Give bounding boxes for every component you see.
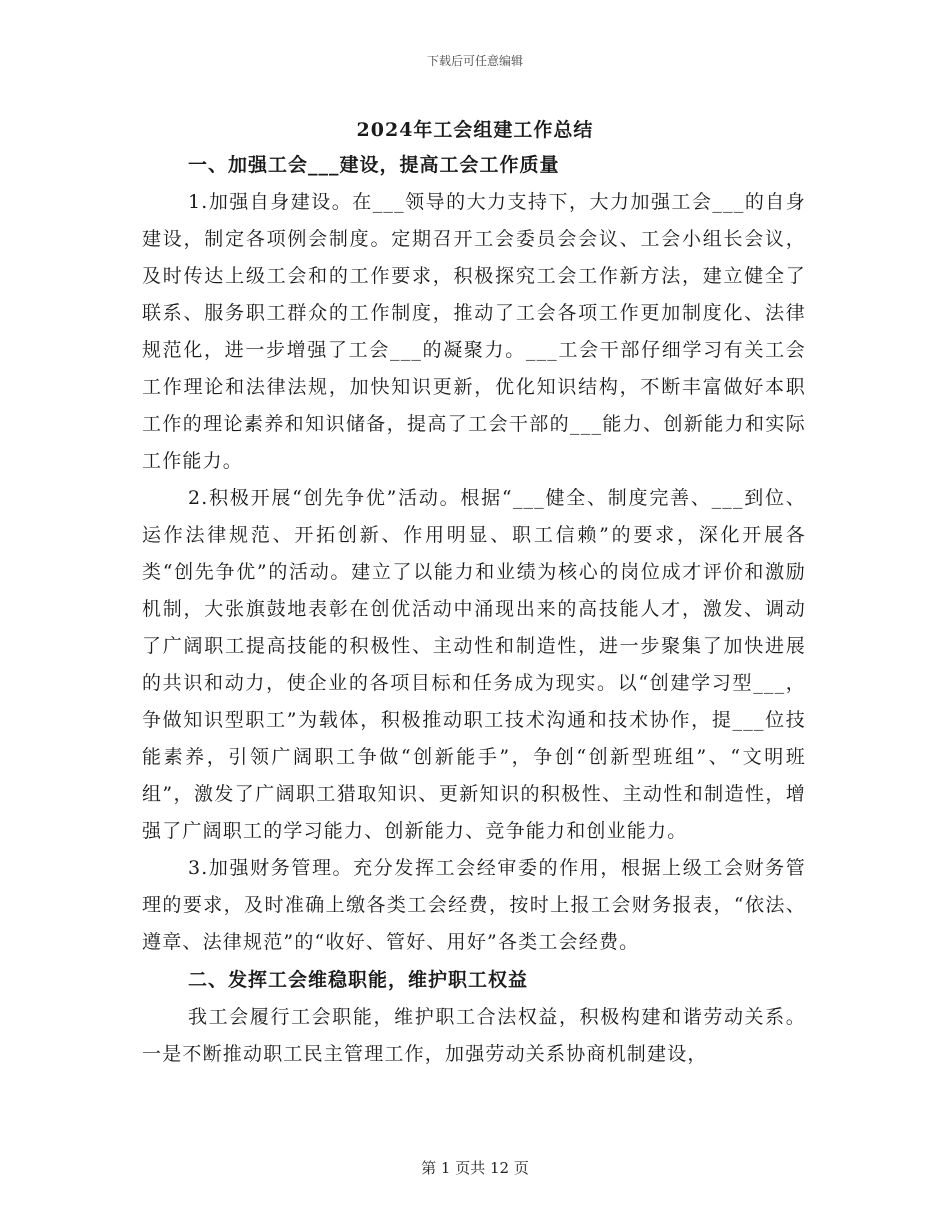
paragraph-1: 1.加强自身建设。在___领导的大力支持下，大力加强工会___的自身建设，制定各项例会制度。定期召开工会委员会会议、工会小组长会议，及时传达上级工会和的工作要求，积极探究工会工作新方法，建立健全了联系、服务职工群众的工作制度，推动了工会各项工作更加制度化、法律规范化，进一步增强了工会___的凝聚力。___工会干部仔细学习有关工会工作理论和法律法规，加快知识更新，优化知识结构，不断丰富做好本职工作的理论素养和知识储备，提高了工会干部的___能力、创新能力和实际工作能力。 [142, 191, 806, 472]
page-header-note: 下载后可任意编辑 [426, 54, 523, 68]
paragraph-4: 我工会履行工会职能，维护职工合法权益，积极构建和谐劳动关系。一是不断推动职工民主管理工作，加强劳动关系协商机制建设， [142, 1006, 806, 1065]
document-body [142, 146, 806, 1073]
document-title: 2024年工会组建工作总结 [356, 119, 594, 141]
section-heading-2: 二、发挥工会维稳职能，维护职工权益 [188, 969, 529, 991]
section-heading-1: 一、加强工会___建设，提高工会工作质量 [188, 154, 560, 176]
page-footer: 第 1 页共 12 页 [421, 1159, 529, 1177]
paragraph-2: 2.积极开展“创先争优”活动。根据“___健全、制度完善、___到位、运作法律规范、开拓创新、作用明显、职工信赖”的要求，深化开展各类“创先争优”的活动。建立了以能力和业绩为核心的岗位成才评价和激励机制，大张旗鼓地表彰在创优活动中涌现出来的高技能人才，激发、调动了广阔职工提高技能的积极性、主动性和制造性，进一步聚集了加快进展的共识和动力，使企业的各项目标和任务成为现实。以“创建学习型___，争做知识型职工”为载体，积极推动职工技术沟通和技术协作，提___位技能素养，引领广阔职工争做“创新能手”，争创“创新型班组”、“文明班组”，激发了广阔职工猎取知识、更新知识的积极性、主动性和制造性，增强了广阔职工的学习能力、创新能力、竞争能力和创业能力。 [142, 487, 806, 842]
paragraph-3: 3.加强财务管理。充分发挥工会经审委的作用，根据上级工会财务管理的要求，及时准确上缴各类工会经费，按时上报工会财务报表，“依法、遵章、法律规范”的“收好、管好、用好”各类工会经费。 [142, 857, 806, 953]
